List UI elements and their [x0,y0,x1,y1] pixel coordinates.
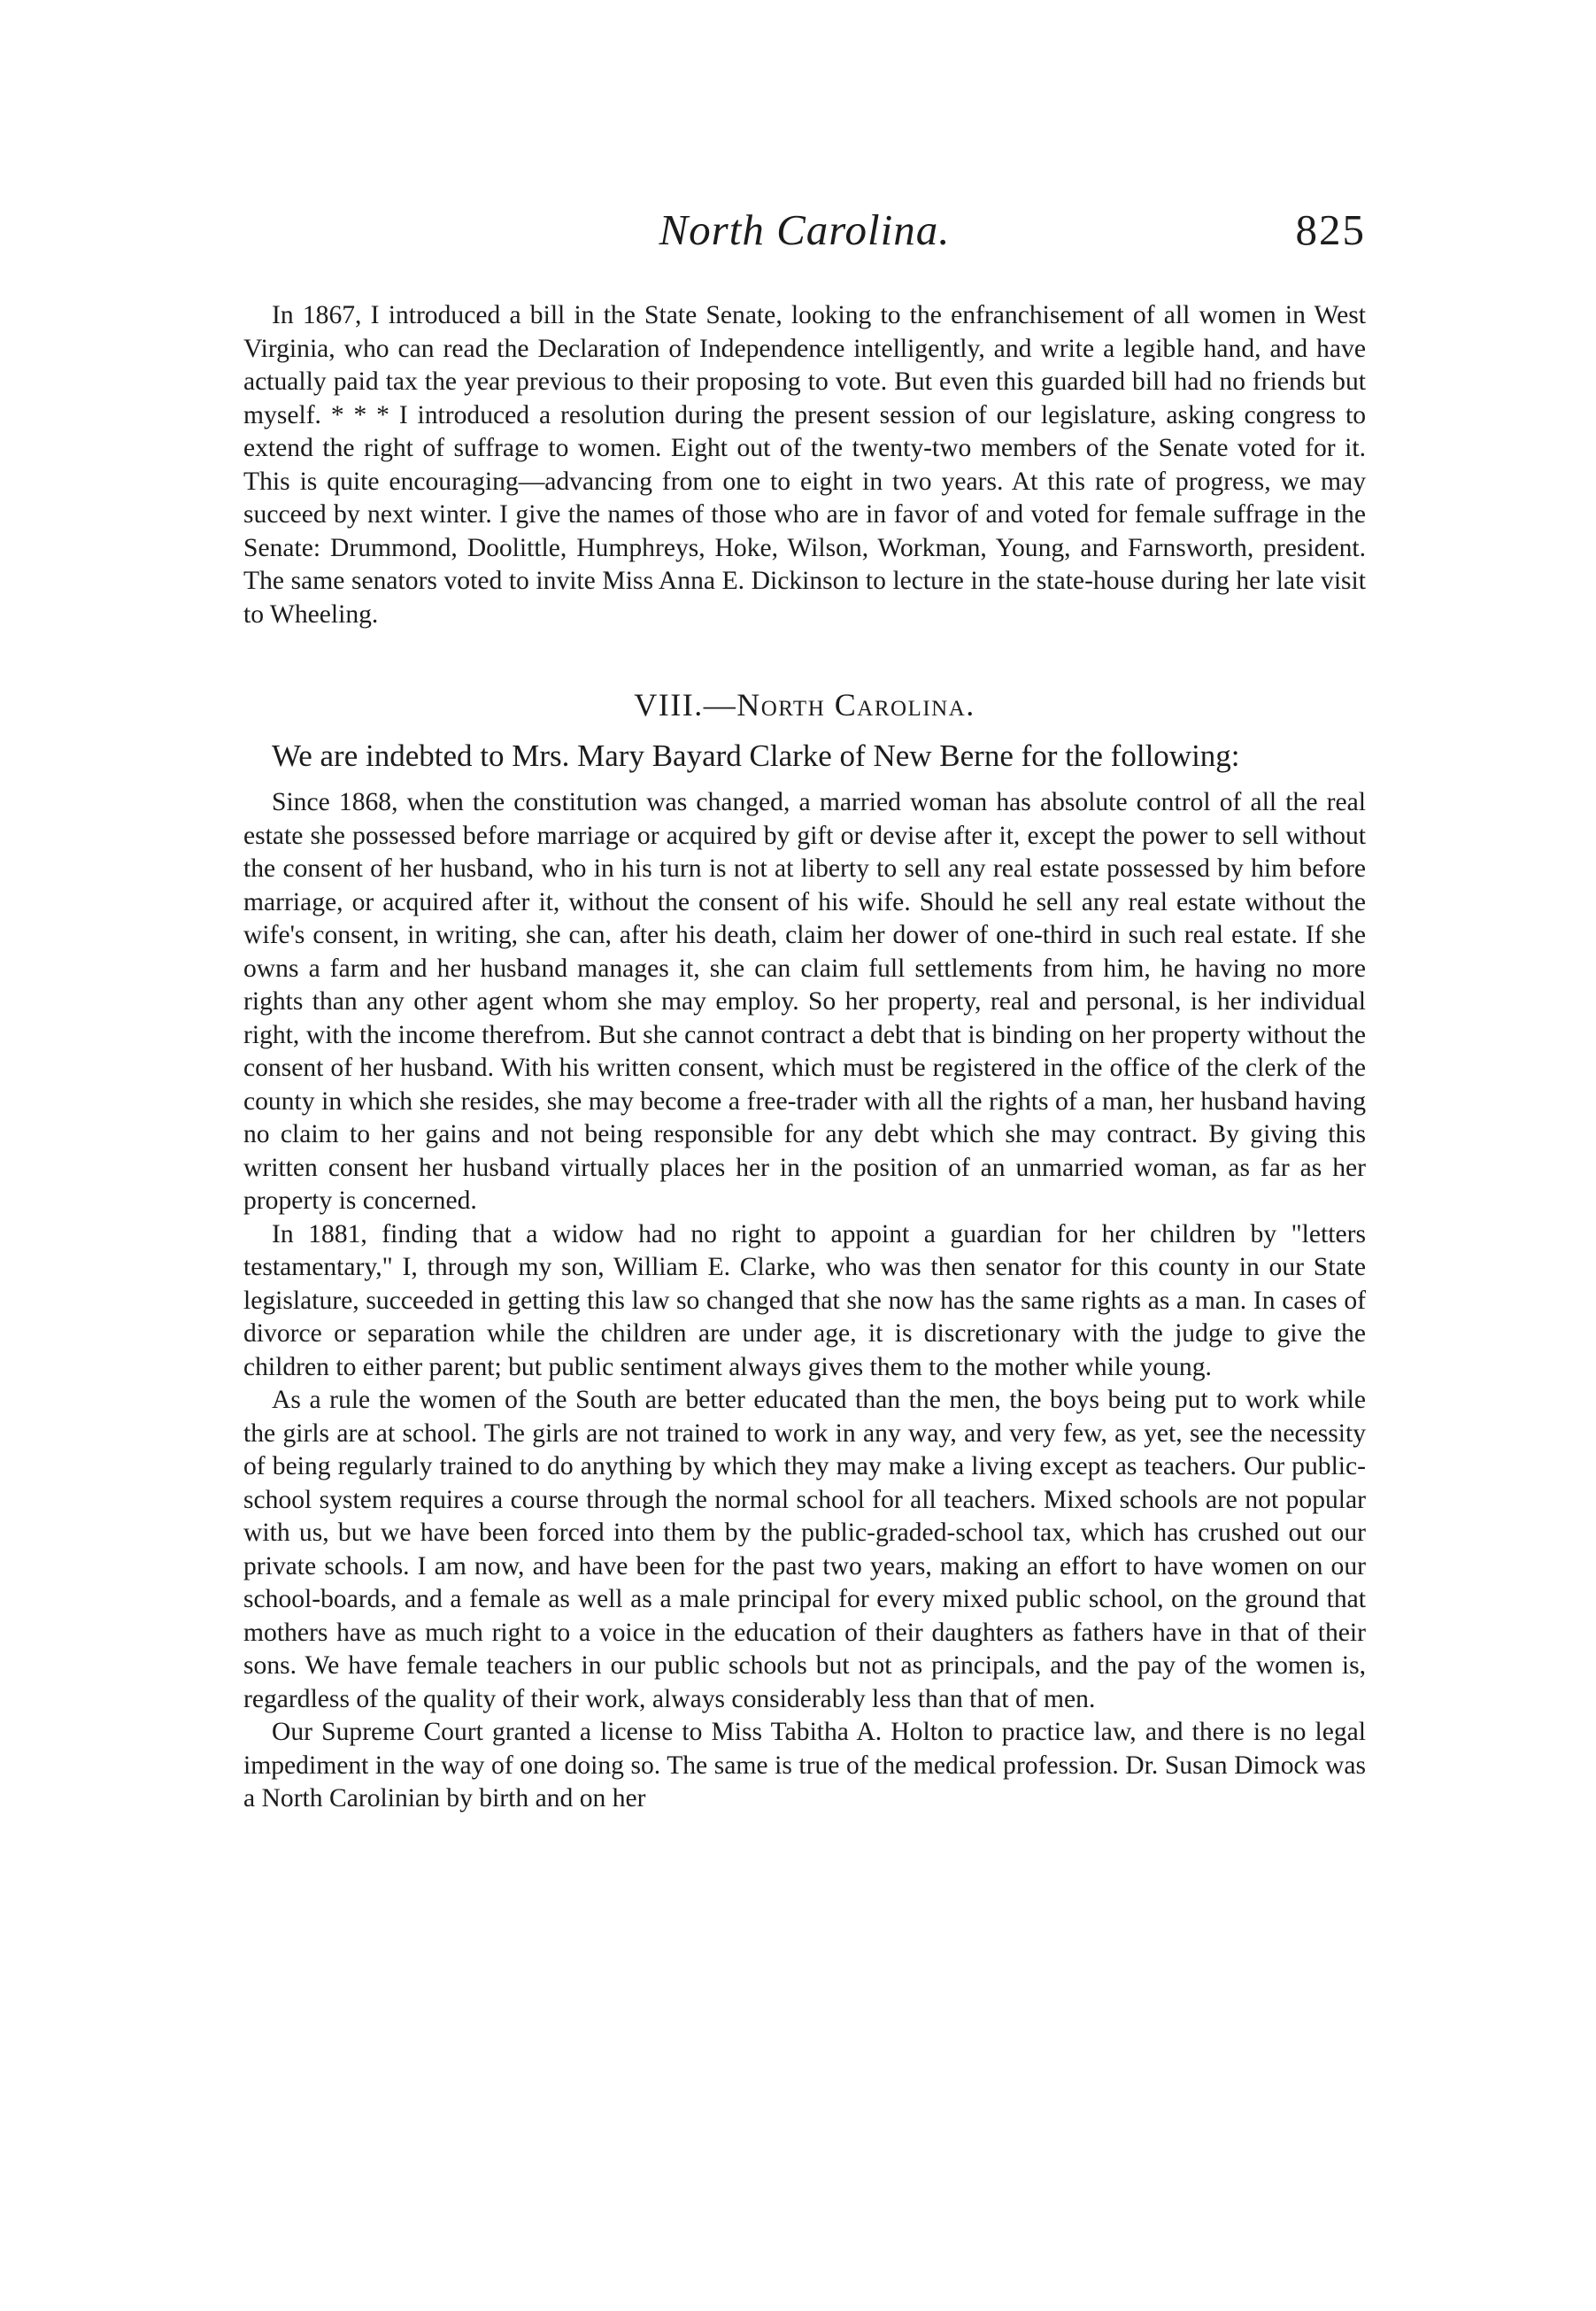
quoted-letter [243,786,1366,1816]
paragraph-property-rights: Since 1868, when the constitution was changed, a married woman has absolute control of all the real estate she possessed before marriage or acquired by gift or devise after it, except the power to sell without the consent of her husband, who in his turn is not at liberty to sell any real estate possessed by him before marriage, or acquired after it, without the consent of his wife. Should he sell any real estate without the wife's consent, in writing, she can, after his death, claim her dower of one-third in such real estate. If she owns a farm and her husband manages it, she can claim full settlements from him, he having no more rights than any other agent whom she may employ. So her property, real and personal, is her individual right, with the income therefrom. But she cannot contract a debt that is binding on her property without the consent of her husband. With his written consent, which must be registered in the office of the clerk of the county in which she resides, she may become a free-trader with all the rights of a man, her husband having no claim to her gains and not being responsible for any debt which she may contract. By giving this written consent her husband virtually places her in the position of an unmarried woman, as far as her property is concerned. [243,788,1366,1215]
section-heading: VIII.—North Carolina. [634,687,975,723]
west-virginia-paragraph: In 1867, I introduced a bill in the State Senate, looking to the enfranchisement of all women in West Virginia, who can read the Declaration of Independence intelligently, and write a legible hand, and have actually paid tax the year previous to their proposing to vote. But even this guarded bill had no friends but myself. * * * I introduced a resolution during the present session of our legislature, asking congress to extend the right of suffrage to women. Eight out of the twenty-two members of the Senate voted for it. This is quite encouraging—advancing from one to eight in two years. At this rate of progress, we may succeed by next winter. I give the names of those who are in favor of and voted for female suffrage in the Senate: Drummond, Doolittle, Humphreys, Hoke, Wilson, Workman, Young, and Farnsworth, president. The same senators voted to invite Miss Anna E. Dickinson to lecture in the state-house during her late visit to Wheeling. [243,301,1366,629]
paragraph-education: As a rule the women of the South are better educated than the men, the boys being put to work while the girls are at school. The girls are not trained to work in any way, and very few, as yet, see the necessity of being regularly trained to do anything by which they may make a living except as teachers. Our public-school system requires a course through the normal school for all teachers. Mixed schools are not popular with us, but we have been forced into them by the public-graded-school tax, which has crushed out our private schools. I am now, and have been for the past two years, making an effort to have women on our school-boards, and a female as well as a male principal for every mixed public school, on the ground that mothers have as much right to a voice in the education of their daughters as fathers have in that of their sons. We have female teachers in our public schools but not as principals, and the pay of the women is, regardless of the quality of their work, always considerably less than that of men. [243,1386,1366,1713]
body-text [243,299,1366,1816]
section-intro: We are indebted to Mrs. Mary Bayard Clarke of New Berne for the following: [272,738,1240,773]
running-head [243,202,1366,273]
paragraph-guardianship: In 1881, finding that a widow had no right to appoint a guardian for her children by "letters testamentary," I, through my son, William E. Clarke, who was then senator for this county in our State legislature, succeeded in getting this law so changed that she now has the same rights as a man. In cases of divorce or separation while the children are under age, it is discretionary with the judge to give the children to either parent; but public sentiment always gives them to the mother while young. [243,1219,1366,1381]
page-number: 825 [1295,205,1366,254]
paragraph-professions: Our Supreme Court granted a license to Miss Tabitha A. Holton to practice law, and there is no legal impediment in the way of one doing so. The same is true of the medical profession. Dr. Susan Dimock was a North Carolinian by birth and on her [243,1718,1366,1812]
running-title: North Carolina. [659,205,951,254]
